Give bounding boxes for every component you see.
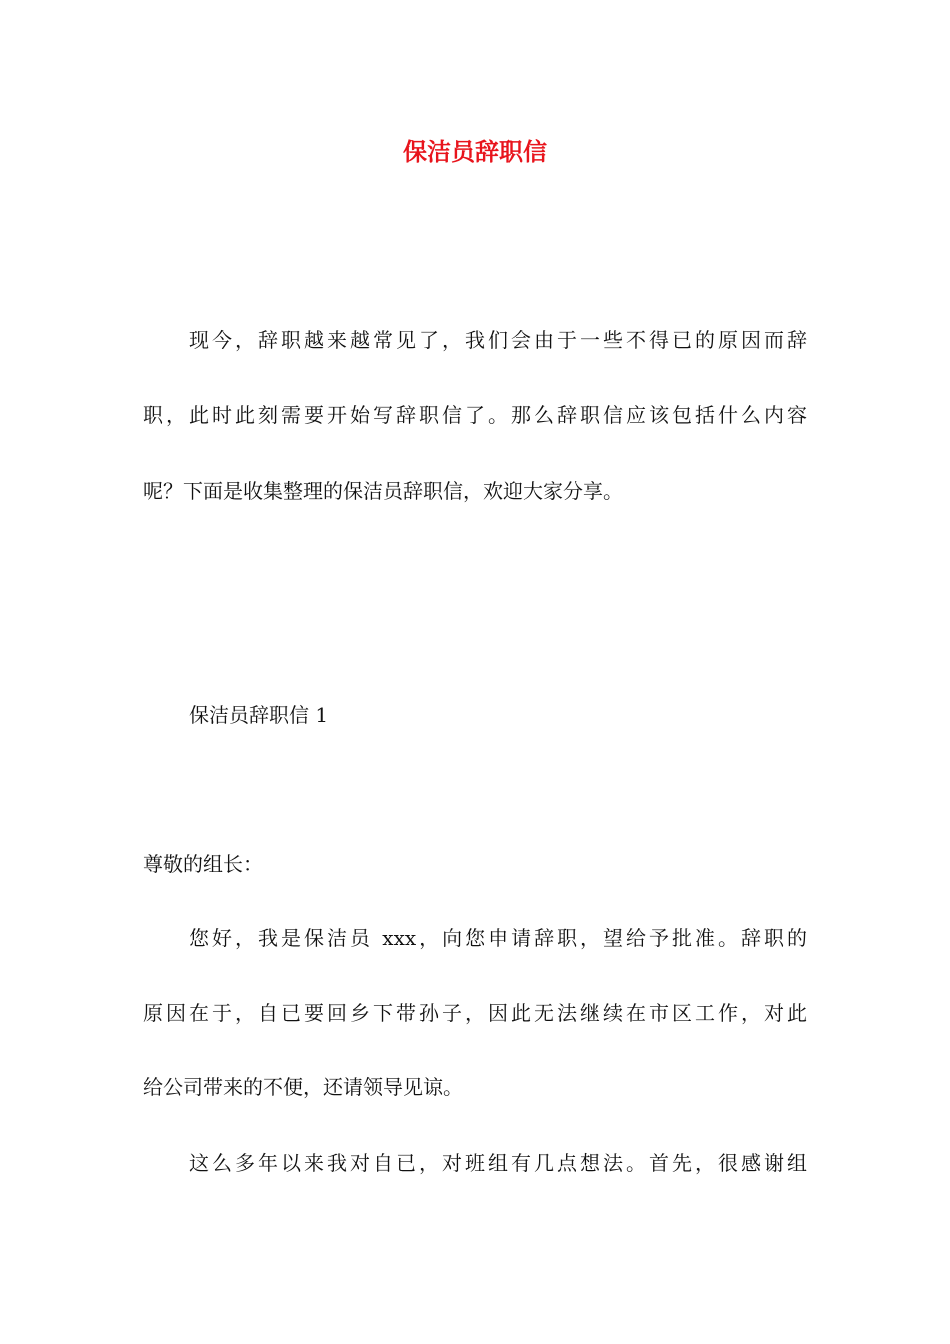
document-title: 保洁员辞职信 bbox=[403, 137, 547, 166]
intro-line-1: 现今，辞职越来越常见了，我们会由于一些不得已的原因而辞 bbox=[189, 328, 807, 352]
paragraph1-line-1: 您好，我是保洁员 xxx，向您申请辞职，望给予批准。辞职的 bbox=[189, 926, 807, 950]
intro-line-2: 职，此时此刻需要开始写辞职信了。那么辞职信应该包括什么内容 bbox=[143, 403, 807, 427]
paragraph1-line-3: 给公司带来的不便，还请领导见谅。 bbox=[143, 1075, 463, 1099]
intro-line-3: 呢？下面是收集整理的保洁员辞职信，欢迎大家分享。 bbox=[143, 479, 623, 503]
paragraph1-line-2: 原因在于，自已要回乡下带孙子，因此无法继续在市区工作，对此 bbox=[143, 1001, 807, 1025]
salutation: 尊敬的组长： bbox=[143, 852, 263, 876]
paragraph2-line-1: 这么多年以来我对自已，对班组有几点想法。首先，很感谢组 bbox=[189, 1151, 807, 1175]
section-heading: 保洁员辞职信 1 bbox=[189, 703, 329, 727]
